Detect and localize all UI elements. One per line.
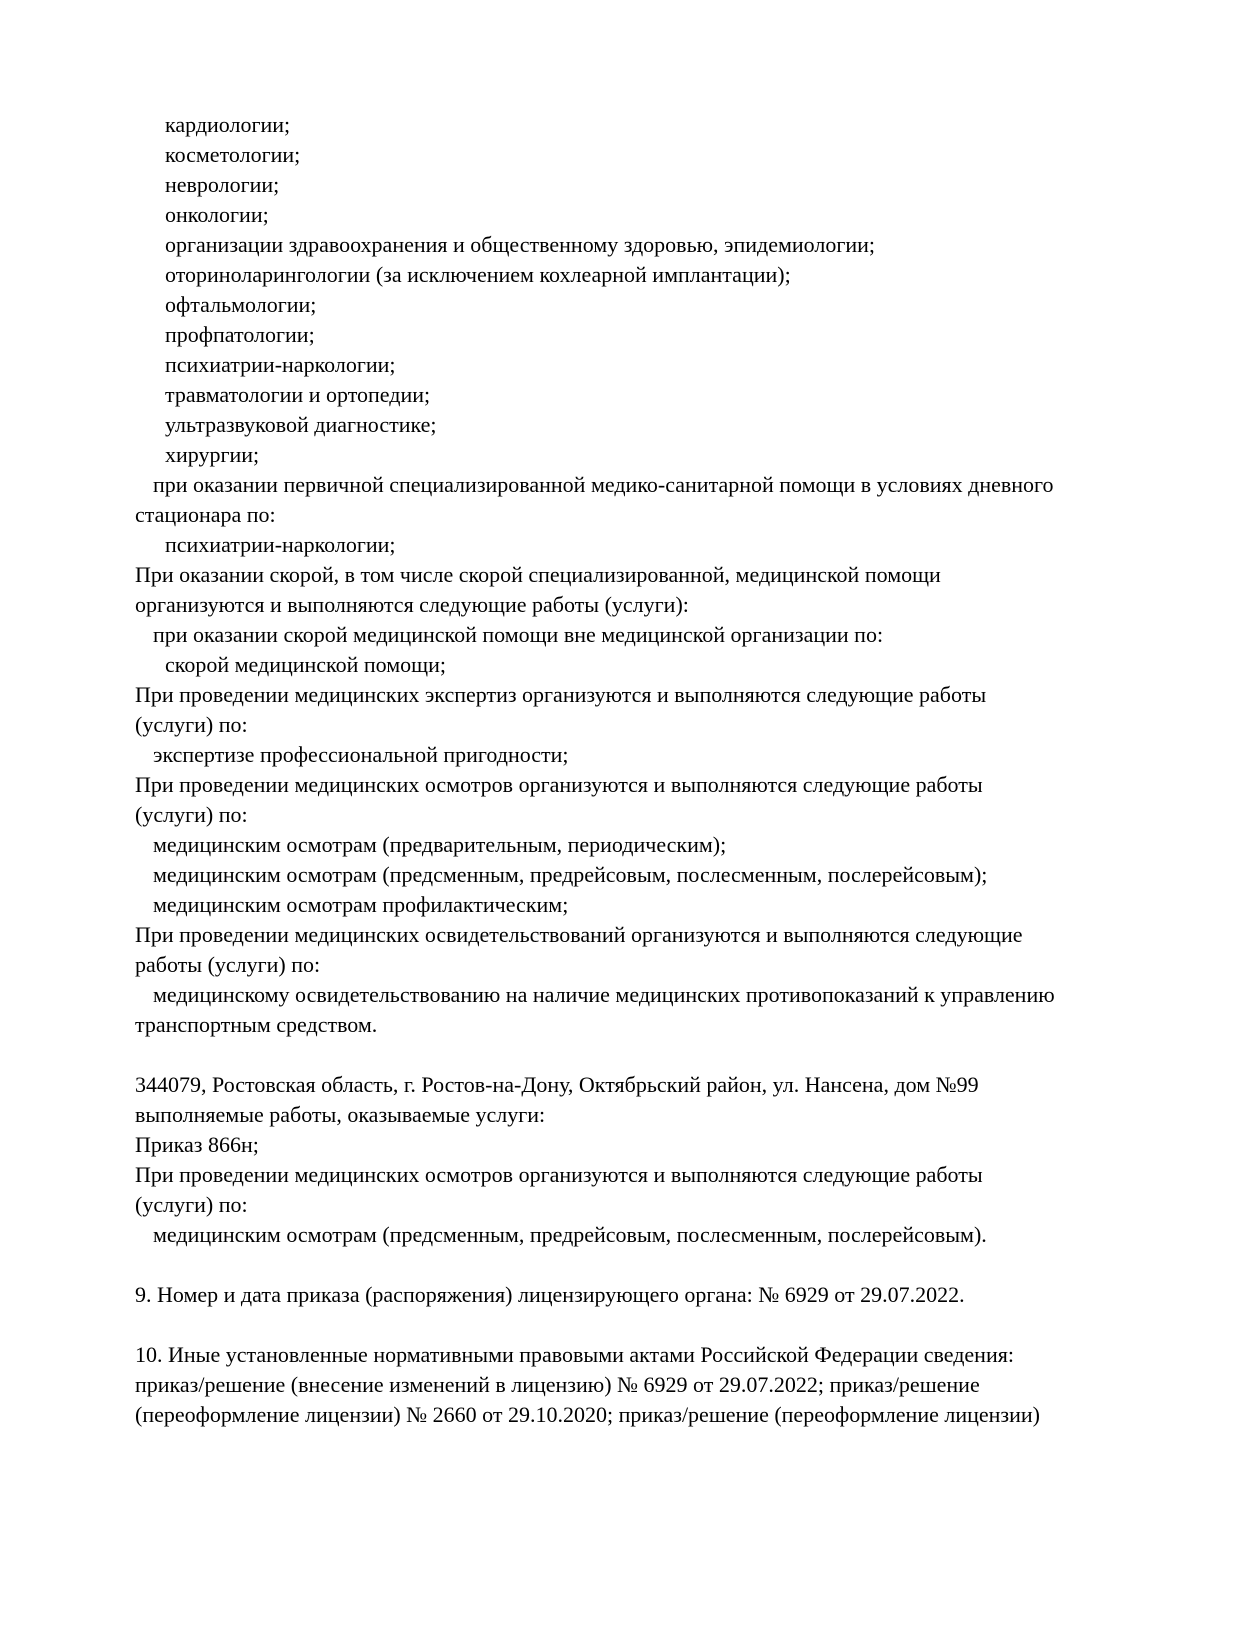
text-line: (услуги) по: [135,1192,248,1217]
text-line: психиатрии-наркологии; [165,532,396,557]
text-line: медицинскому освидетельствованию на наличие медицинских противопоказаний к управлению [153,982,1055,1007]
text-line: профпатологии; [165,322,315,347]
text-line: медицинским осмотрам профилактическим; [153,892,569,917]
text-line: при оказании скорой медицинской помощи вне медицинской организации по: [153,622,884,647]
text-line: 9. Номер и дата приказа (распоряжения) лицензирующего органа: № 6929 от 29.07.2022. [135,1282,965,1307]
text-line: ультразвуковой диагностике; [165,412,437,437]
text-line: При проведении медицинских экспертиз организуются и выполняются следующие работы [135,682,987,707]
text-line: 10. Иные установленные нормативными правовыми актами Российской Федерации сведения: [135,1342,1014,1367]
text-line: выполняемые работы, оказываемые услуги: [135,1102,546,1127]
text-line: (переоформление лицензии) № 2660 от 29.10.2020; приказ/решение (переоформление лицензии) [135,1402,1040,1427]
text-line: психиатрии-наркологии; [165,352,396,377]
text-line: При проведении медицинских осмотров организуются и выполняются следующие работы [135,772,983,797]
text-line: (услуги) по: [135,712,248,737]
text-line: работы (услуги) по: [135,952,321,977]
text-line: При проведении медицинских осмотров организуются и выполняются следующие работы [135,1162,983,1187]
text-line: оториноларингологии (за исключением кохлеарной имплантации); [165,262,791,287]
text-line: медицинским осмотрам (предварительным, периодическим); [153,832,727,857]
blank-line [135,1310,1180,1340]
blank-line [135,1040,1180,1070]
text-line: организуются и выполняются следующие работы (услуги): [135,592,689,617]
text-line: хирургии; [165,442,260,467]
text-line: при оказании первичной специализированной медико-санитарной помощи в условиях дневного [153,472,1054,497]
text-line: 344079, Ростовская область, г. Ростов-на-Дону, Октябрьский район, ул. Нансена, дом №99 [135,1072,979,1097]
text-line: офтальмологии; [165,292,317,317]
text-line: онкологии; [165,202,269,227]
text-line: медицинским осмотрам (предсменным, предрейсовым, послесменным, послерейсовым). [153,1222,987,1247]
text-line: организации здравоохранения и общественному здоровью, эпидемиологии; [165,232,876,257]
text-line: скорой медицинской помощи; [165,652,447,677]
text-line: стационара по: [135,502,276,527]
text-line: кардиологии; [165,112,291,137]
text-line: медицинским осмотрам (предсменным, предрейсовым, послесменным, послерейсовым); [153,862,988,887]
text-line: При проведении медицинских освидетельствований организуются и выполняются следующие [135,922,1023,947]
text-line: транспортным средством. [135,1012,378,1037]
text-line: Приказ 866н; [135,1132,259,1157]
text-line: приказ/решение (внесение изменений в лицензию) № 6929 от 29.07.2022; приказ/решение [135,1372,980,1397]
text-line: При оказании скорой, в том числе скорой специализированной, медицинской помощи [135,562,941,587]
text-line: косметологии; [165,142,301,167]
text-line: неврологии; [165,172,280,197]
text-line: (услуги) по: [135,802,248,827]
blank-line [135,1250,1180,1280]
text-line: травматологии и ортопедии; [165,382,431,407]
text-line: экспертизе профессиональной пригодности; [153,742,569,767]
